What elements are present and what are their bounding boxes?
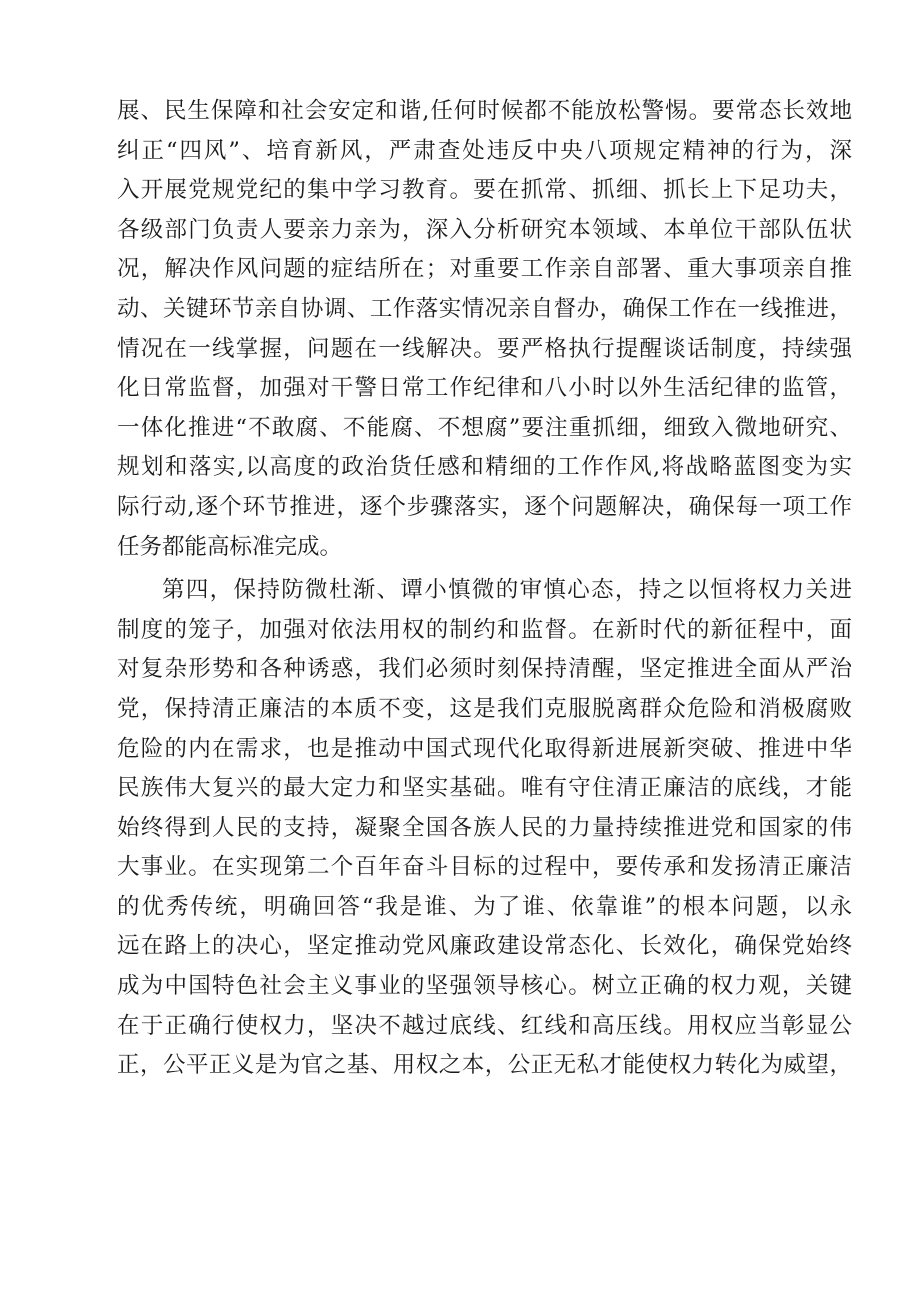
paragraph-2 bbox=[117, 571, 852, 1086]
text-line: 危险的内在需求，也是推动中国式现代化取得新进展新突破、推进中华 bbox=[117, 735, 852, 762]
text-line: 展、民生保障和社会安定和谐,任何时候都不能放松警惕。要常态长效地 bbox=[117, 98, 852, 124]
text-line: 始终得到人民的支持，凝聚全国各族人民的力量持续推进党和国家的伟 bbox=[117, 814, 852, 841]
text-line: 成为中国特色社会主义事业的坚强领导核心。树立正确的权力观，关键 bbox=[117, 973, 852, 1000]
text-line: 化日常监督，加强对干警日常工作纪律和八小时以外生活纪律的监管， bbox=[117, 375, 852, 402]
text-line: 情况在一线掌握，问题在一线解决。要严格执行提醒谈话制度，持续强 bbox=[117, 335, 852, 362]
text-line: 纠正“四风”、培育新风，严肃查处违反中央八项规定精神的行为，深 bbox=[117, 137, 852, 164]
text-line: 民族伟大复兴的最大定力和坚实基础。唯有守住清正廉洁的底线，才能 bbox=[117, 775, 852, 802]
text-line: 一体化推进“不敢腐、不能腐、不想腐”要注重抓细，细致入微地研究、 bbox=[117, 414, 852, 441]
paragraph-1 bbox=[117, 92, 852, 567]
text-line: 党，保持清正廉洁的本质不变，这是我们克服脱离群众危险和消极腐败 bbox=[117, 695, 852, 722]
text-line: 在于正确行使权力，坚决不越过底线、红线和高压线。用权应当彰显公 bbox=[117, 1012, 852, 1039]
text-line: 任务都能高标准完成。 bbox=[117, 533, 343, 560]
text-line: 规划和落实,以高度的政治货任感和精细的工作作风,将战略蓝图变为实 bbox=[117, 454, 852, 481]
text-line: 对复杂形势和各种诱惑，我们必须时刻保持清醒，坚定推进全面从严治 bbox=[117, 656, 852, 683]
document-body bbox=[117, 92, 852, 1086]
text-line: 的优秀传统，明确回答“我是谁、为了谁、依靠谁”的根本问题，以永 bbox=[117, 893, 852, 920]
text-line: 大事业。在实现第二个百年奋斗目标的过程中，要传承和发扬清正廉洁 bbox=[117, 854, 852, 881]
text-line: 第四，保持防微杜渐、谭小慎微的审慎心态，持之以恒将权力关进 bbox=[162, 577, 852, 604]
text-line: 际行动,逐个环节推进，逐个步骤落实，逐个问题解决，确保每一项工作 bbox=[117, 493, 852, 520]
text-line: 各级部门负责人要亲力亲为，深入分析研究本领域、本单位干部队伍状 bbox=[117, 216, 852, 243]
text-line: 动、关键环节亲自协调、工作落实情况亲自督办，确保工作在一线推进， bbox=[117, 295, 852, 322]
text-line: 正，公平正义是为官之基、用权之本，公正无私才能使权力转化为威望， bbox=[117, 1052, 852, 1079]
text-line: 制度的笼子，加强对依法用权的制约和监督。在新时代的新征程中，面 bbox=[117, 616, 852, 643]
text-line: 入开展党规党纪的集中学习教育。要在抓常、抓细、抓长上下足功夫， bbox=[117, 177, 852, 204]
text-line: 况，解决作风问题的症结所在；对重要工作亲自部署、重大事项亲自推 bbox=[117, 256, 852, 283]
text-line: 远在路上的决心，坚定推动党风廉政建设常态化、长效化，确保党始终 bbox=[117, 933, 852, 960]
